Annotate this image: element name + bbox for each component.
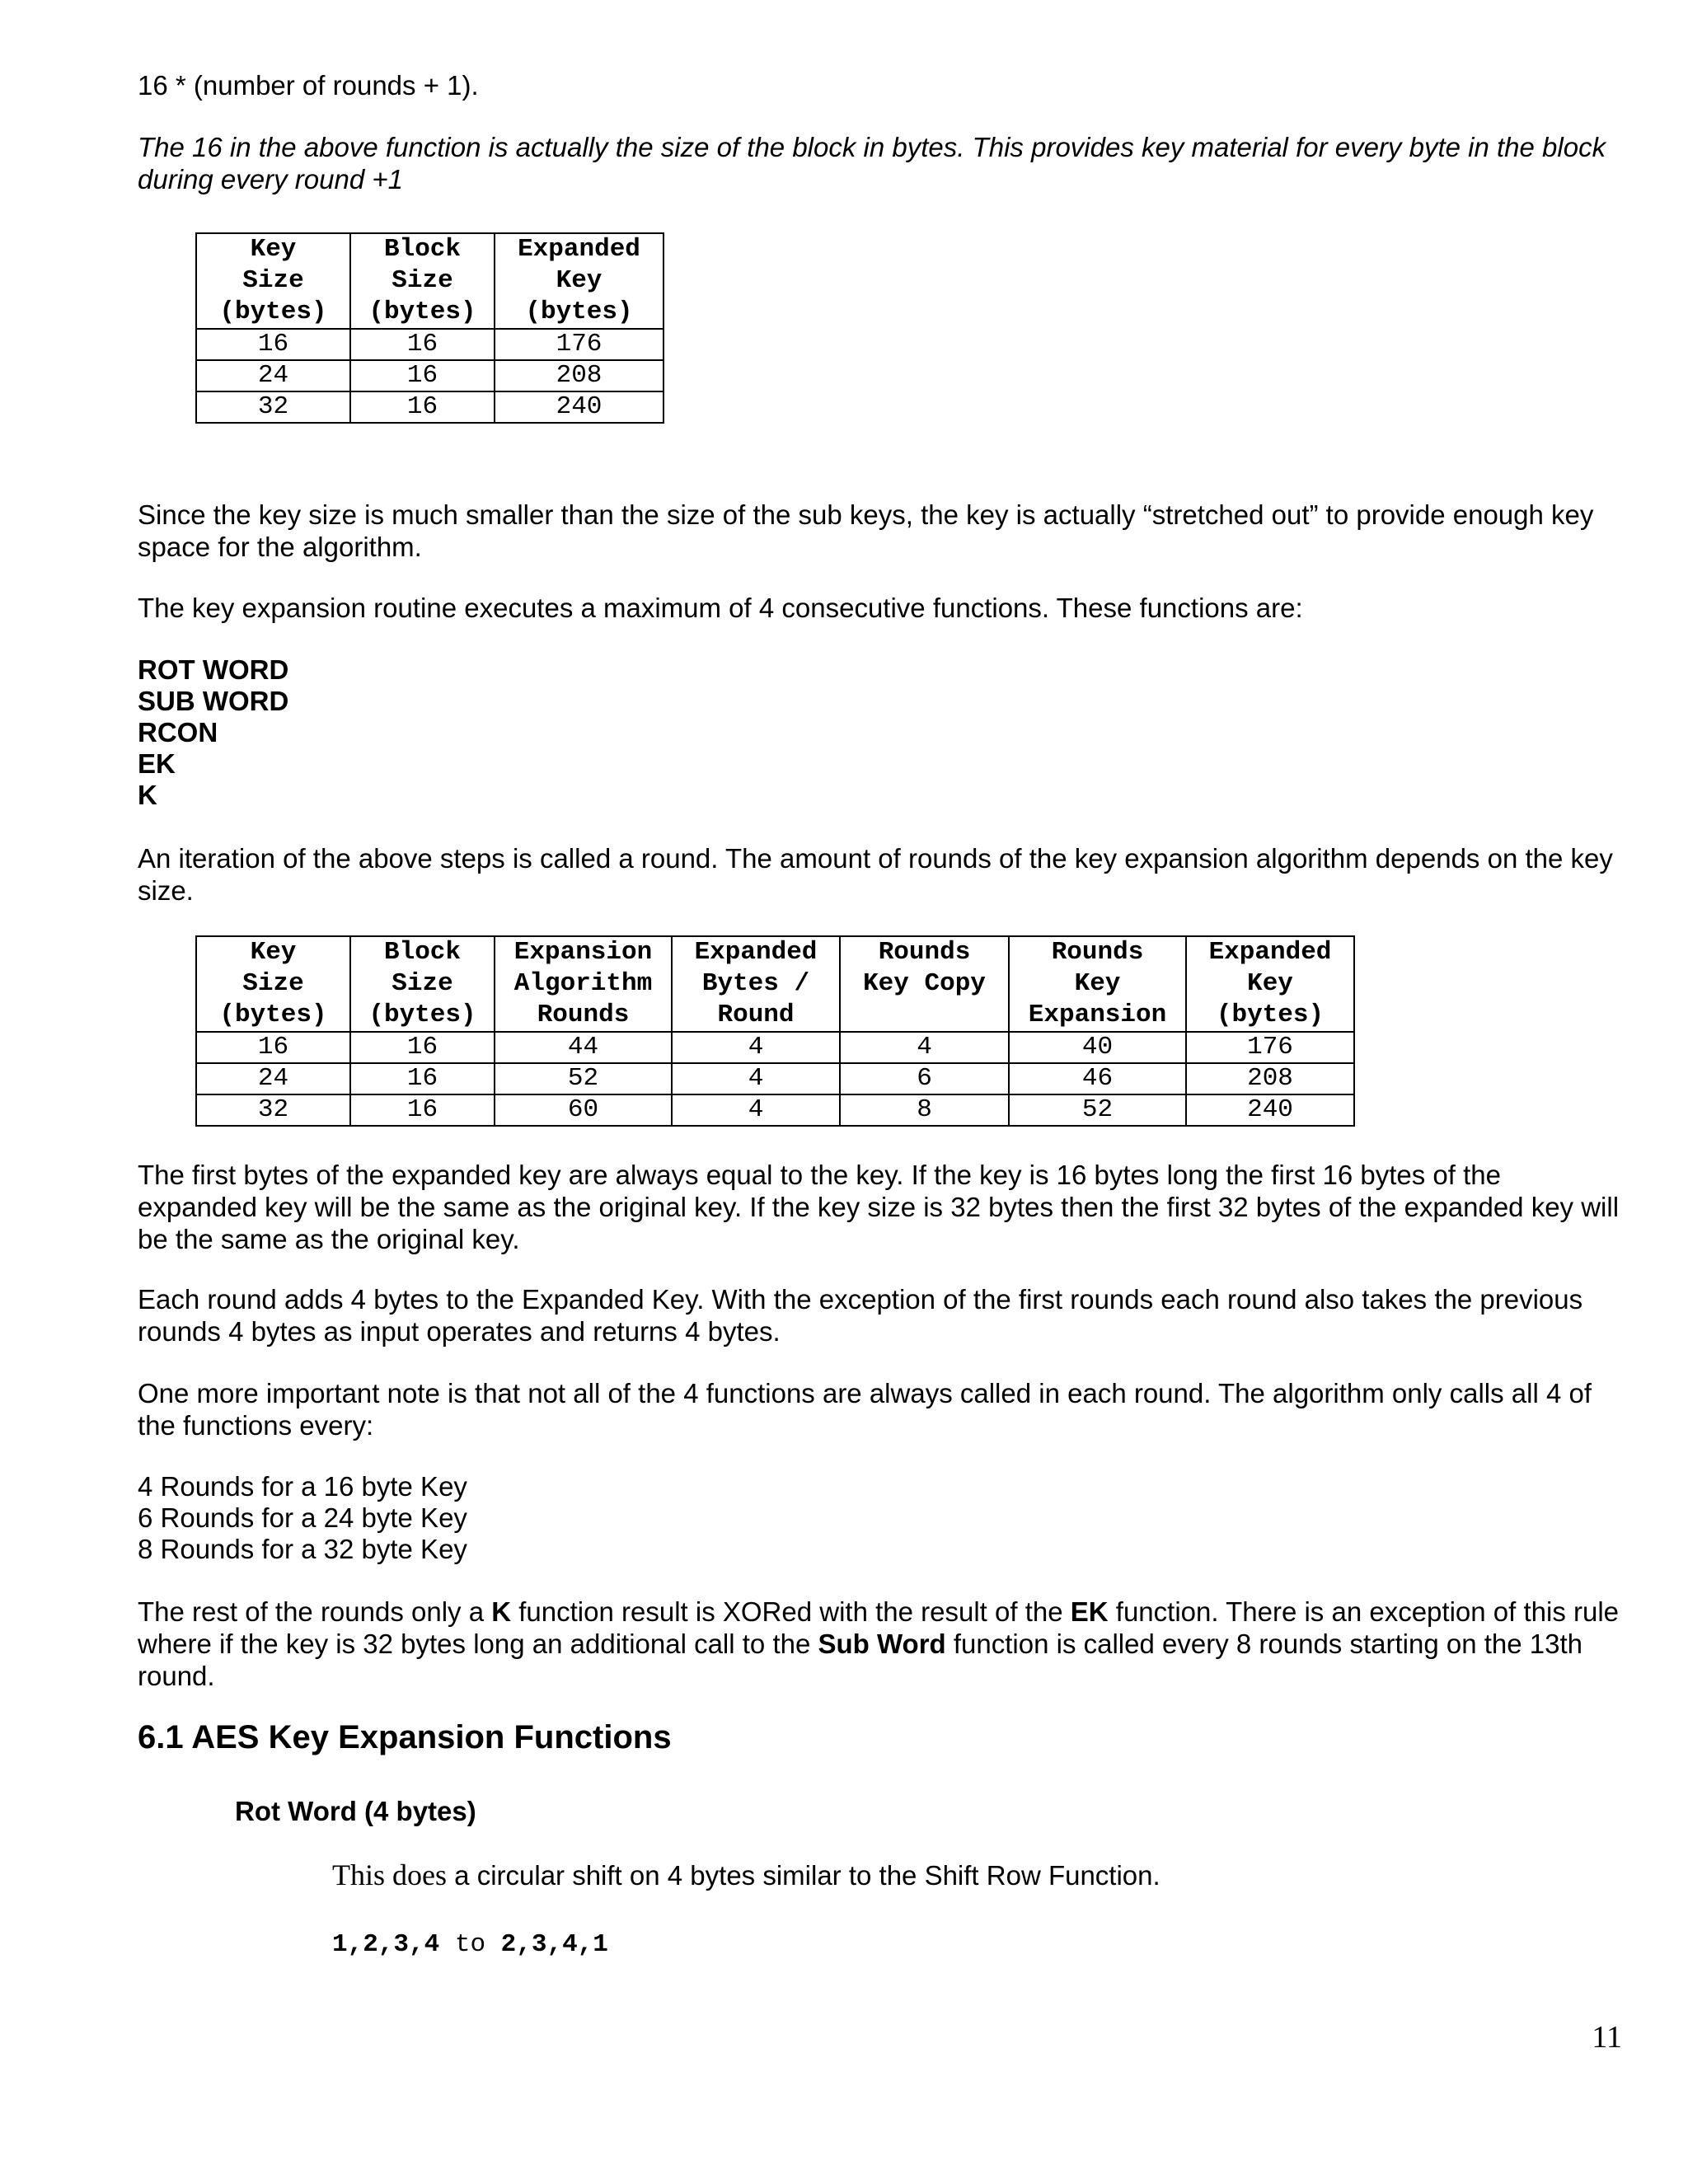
function-item: K [138,780,157,810]
table-cell: 16 [350,1032,495,1063]
rounds-list [138,1471,467,1565]
header-line: Bytes / [701,969,810,998]
column-header [495,233,663,329]
table-cell: 24 [196,360,350,391]
table-cell: 52 [1009,1094,1186,1126]
table-row [196,360,663,391]
function-item: SUB WORD [138,686,289,716]
sub-word-function-name: Sub Word [818,1629,946,1659]
header-line: Expanded [1208,938,1332,967]
header-line: (bytes) [1216,1001,1325,1029]
header-line: Size [392,969,453,998]
stretch-paragraph: Since the key size is much smaller than the size of the sub keys, the key is actually “stretched out” to provide enough key space for the algorithm. [138,499,1594,562]
rot-word-title: Rot Word (4 bytes) [235,1796,476,1826]
table-row [196,1094,1354,1126]
intro-note: The 16 in the above function is actually the size of the block in bytes. This provides key material for every byte in the block during every round +1 [138,132,1606,194]
column-header [840,936,1009,1032]
example-to: 2,3,4,1 [500,1930,608,1959]
table-row [196,391,663,423]
table-cell: 32 [196,391,350,423]
column-header [350,936,495,1032]
table-row [196,1063,1354,1094]
table-cell: 208 [495,360,663,391]
header-line: Round [717,1001,795,1029]
column-header [1186,936,1354,1032]
function-item: RCON [138,717,218,748]
rounds-item: 4 Rounds for a 16 byte Key [138,1471,467,1502]
rest-paragraph [138,1596,1621,1692]
table-cell: 4 [672,1094,840,1126]
header-line: Block [383,938,461,967]
header-line: (bytes) [368,298,476,326]
header-line: Rounds [878,938,971,967]
table-cell: 240 [1186,1094,1354,1126]
table-cell: 4 [672,1032,840,1063]
header-line: Block [383,235,461,264]
column-header [196,936,350,1032]
header-line: Expansion [1028,1001,1167,1029]
header-line: Key [250,235,297,264]
header-line: (bytes) [368,1001,476,1029]
k-function-name: K [491,1596,512,1627]
key-expansion-table [195,935,1355,1127]
header-line: Expansion [513,938,653,967]
table-cell: 8 [840,1094,1009,1126]
round-paragraph: An iteration of the above steps is called a round. The amount of rounds of the key expansion algorithm depends on the key size. [138,843,1613,906]
header-line: Size [242,266,304,295]
rot-word-description [332,1859,1688,1891]
table-cell: 4 [840,1032,1009,1063]
rot-word-example [332,1929,1688,1961]
table-cell: 24 [196,1063,350,1094]
table-cell: 52 [495,1063,672,1094]
rounds-item: 6 Rounds for a 24 byte Key [138,1502,467,1533]
table-cell: 44 [495,1032,672,1063]
table-cell: 40 [1009,1032,1186,1063]
intro-line: 16 * (number of rounds + 1). [138,70,479,101]
section-heading: 6.1 AES Key Expansion Functions [138,1719,672,1755]
functions-list [138,654,288,811]
functions-paragraph: The key expansion routine executes a maximum of 4 consecutive functions. These functions are: [138,593,1303,623]
header-line: Size [392,266,453,295]
table-cell: 208 [1186,1063,1354,1094]
rest-text-1: The rest of the rounds only a [138,1596,492,1627]
column-header [1009,936,1186,1032]
header-line [849,1000,1000,1031]
function-item: ROT WORD [138,654,289,685]
table-row [196,1032,1354,1063]
header-line: (bytes) [219,1001,327,1029]
table-cell: 176 [1186,1032,1354,1063]
header-line: Key [250,938,297,967]
header-line: Rounds [1051,938,1144,967]
header-line: Expanded [518,235,640,264]
each-round-paragraph: Each round adds 4 bytes to the Expanded Key. With the exception of the first rounds each round also takes the previous rounds 4 bytes as input operates and returns 4 bytes. [138,1284,1583,1347]
table-cell: 16 [350,391,495,423]
column-header [672,936,840,1032]
header-line: Key [1247,969,1293,998]
table-row [196,329,663,360]
rot-word-desc-rest: a circular shift on 4 bytes similar to the Shift Row Function. [447,1860,1160,1891]
example-from: 1,2,3,4 [332,1930,440,1959]
example-to-word: to [439,1930,501,1959]
table-cell: 16 [350,329,495,360]
rest-text-2: function result is XORed with the result of the [511,1596,1071,1627]
rounds-item: 8 Rounds for a 32 byte Key [138,1534,467,1564]
header-line: Key [1074,969,1121,998]
table-cell: 6 [840,1063,1009,1094]
table-cell: 16 [350,1094,495,1126]
header-line: Key Copy [863,969,986,998]
page-number: 11 [1592,2020,1622,2055]
ek-function-name: EK [1070,1596,1109,1627]
table-cell: 240 [495,391,663,423]
table-cell: 32 [196,1094,350,1126]
table-cell: 16 [196,1032,350,1063]
header-line: Expanded [694,938,818,967]
rest-text-3: function. There is an exception of this rule where if the key is 32 bytes long an additional call to the [138,1596,1620,1659]
header-line: Rounds [537,1001,630,1029]
column-header [196,233,350,329]
table-cell: 46 [1009,1063,1186,1094]
header-line: Algorithm [513,969,653,998]
table-cell: 176 [495,329,663,360]
table-cell: 16 [350,1063,495,1094]
function-item: EK [138,748,176,779]
rot-word-desc-serif: This does [332,1858,447,1891]
first-bytes-paragraph: The first bytes of the expanded key are always equal to the key. If the key is 16 bytes long the first 16 bytes of the expanded key will be the same as the original key. If the key size is 32 bytes then the first 32 bytes of the expanded key will be the same as the original key. [138,1160,1620,1254]
key-size-table [195,232,664,424]
note-paragraph: One more important note is that not all of the 4 functions are always called in each round. The algorithm only calls all 4 of the functions every: [138,1378,1592,1441]
table-cell: 4 [672,1063,840,1094]
table-cell: 60 [495,1094,672,1126]
rest-text-4: function is called every 8 rounds starting on the 13th round. [138,1629,1582,1691]
header-line: Size [242,969,304,998]
column-header [350,233,495,329]
header-line: (bytes) [525,298,633,326]
table-cell: 16 [196,329,350,360]
header-line: (bytes) [219,298,327,326]
table-cell: 16 [350,360,495,391]
header-line: Key [556,266,603,295]
column-header [495,936,672,1032]
